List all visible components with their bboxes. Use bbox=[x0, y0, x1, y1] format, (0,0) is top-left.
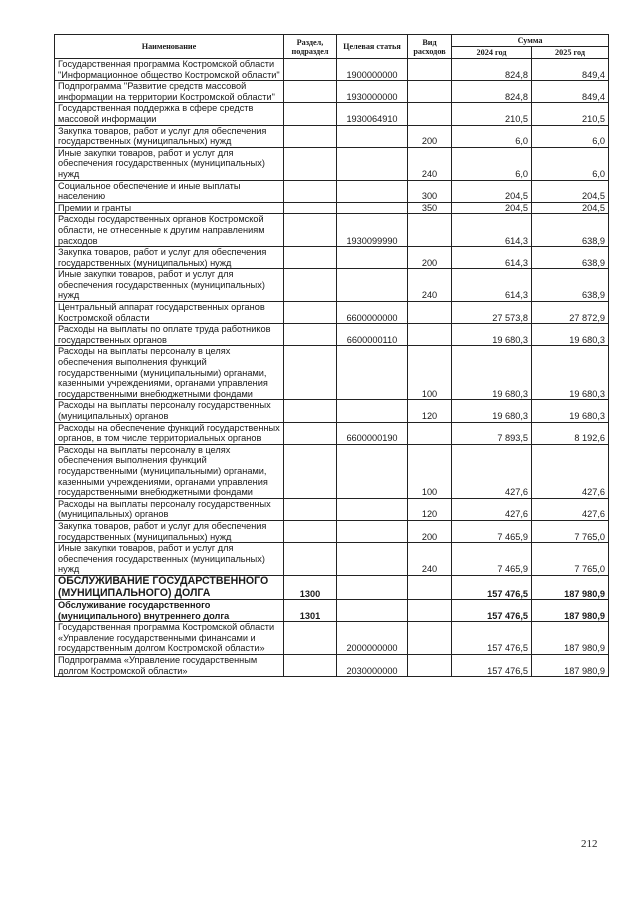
table-row bbox=[55, 302, 609, 324]
row-kind-cell: 240 bbox=[408, 269, 452, 302]
row-2025-cell: 187 980,9 bbox=[532, 600, 609, 622]
row-2025-cell: 638,9 bbox=[532, 247, 609, 269]
row-name-cell: Социальное обеспечение и иные выплаты населению bbox=[55, 180, 284, 202]
row-target-cell: 1930099990 bbox=[337, 214, 408, 247]
row-section-cell bbox=[284, 346, 337, 400]
row-target-cell: 2030000000 bbox=[337, 655, 408, 677]
row-target-cell bbox=[337, 147, 408, 180]
row-2025-cell: 204,5 bbox=[532, 202, 609, 214]
row-section-cell bbox=[284, 655, 337, 677]
row-name-cell: Расходы на выплаты персоналу в целях обеспечения выполнения функций государственными (муниципальными) органами, казенными учреждениями, органами управления государственными внебюджетными фондами bbox=[55, 444, 284, 498]
row-kind-cell: 120 bbox=[408, 498, 452, 520]
table-row bbox=[55, 103, 609, 125]
row-kind-cell: 200 bbox=[408, 520, 452, 542]
row-kind-cell: 240 bbox=[408, 147, 452, 180]
row-name-cell: Иные закупки товаров, работ и услуг для обеспечения государственных (муниципальных) нужд bbox=[55, 543, 284, 576]
row-2025-cell: 19 680,3 bbox=[532, 400, 609, 422]
table-row bbox=[55, 444, 609, 498]
row-2024-cell: 157 476,5 bbox=[452, 575, 532, 599]
table-row bbox=[55, 147, 609, 180]
row-kind-cell bbox=[408, 575, 452, 599]
row-2024-cell: 210,5 bbox=[452, 103, 532, 125]
row-section-cell bbox=[284, 147, 337, 180]
row-2024-cell: 614,3 bbox=[452, 269, 532, 302]
row-2024-cell: 6,0 bbox=[452, 125, 532, 147]
row-2025-cell: 427,6 bbox=[532, 498, 609, 520]
row-target-cell: 6600000000 bbox=[337, 302, 408, 324]
row-kind-cell bbox=[408, 81, 452, 103]
col-header-kind: Вид расходов bbox=[408, 35, 452, 59]
row-name-cell: Расходы государственных органов Костромской области, не отнесенные к другим направлениям расходов bbox=[55, 214, 284, 247]
row-2025-cell: 19 680,3 bbox=[532, 346, 609, 400]
row-name-cell: Центральный аппарат государственных органов Костромской области bbox=[55, 302, 284, 324]
row-target-cell bbox=[337, 400, 408, 422]
table-row bbox=[55, 247, 609, 269]
row-2024-cell: 7 465,9 bbox=[452, 543, 532, 576]
row-2025-cell: 210,5 bbox=[532, 103, 609, 125]
row-kind-cell bbox=[408, 622, 452, 655]
table-row bbox=[55, 622, 609, 655]
row-2024-cell: 27 573,8 bbox=[452, 302, 532, 324]
row-2025-cell: 27 872,9 bbox=[532, 302, 609, 324]
row-section-cell: 1301 bbox=[284, 600, 337, 622]
table-row bbox=[55, 498, 609, 520]
row-section-cell bbox=[284, 125, 337, 147]
row-2024-cell: 204,5 bbox=[452, 202, 532, 214]
row-name-cell: Премии и гранты bbox=[55, 202, 284, 214]
row-name-cell: Государственная поддержка в сфере средств массовой информации bbox=[55, 103, 284, 125]
row-2024-cell: 6,0 bbox=[452, 147, 532, 180]
row-name-cell: Расходы на выплаты по оплате труда работников государственных органов bbox=[55, 324, 284, 346]
row-kind-cell: 350 bbox=[408, 202, 452, 214]
row-name-cell: Иные закупки товаров, работ и услуг для обеспечения государственных (муниципальных) нужд bbox=[55, 269, 284, 302]
table-row bbox=[55, 81, 609, 103]
table-row bbox=[55, 324, 609, 346]
row-kind-cell bbox=[408, 324, 452, 346]
budget-table bbox=[54, 34, 609, 677]
row-section-cell: 1300 bbox=[284, 575, 337, 599]
row-section-cell bbox=[284, 302, 337, 324]
row-section-cell bbox=[284, 422, 337, 444]
row-2024-cell: 427,6 bbox=[452, 444, 532, 498]
row-name-cell: Расходы на выплаты персоналу государственных (муниципальных) органов bbox=[55, 400, 284, 422]
row-target-cell bbox=[337, 269, 408, 302]
row-kind-cell bbox=[408, 302, 452, 324]
row-2025-cell: 849,4 bbox=[532, 81, 609, 103]
row-2025-cell: 849,4 bbox=[532, 59, 609, 81]
row-name-cell: ОБСЛУЖИВАНИЕ ГОСУДАРСТВЕННОГО (МУНИЦИПАЛЬНОГО) ДОЛГА bbox=[55, 575, 284, 599]
row-2024-cell: 19 680,3 bbox=[452, 400, 532, 422]
row-section-cell bbox=[284, 247, 337, 269]
table-row bbox=[55, 422, 609, 444]
row-2025-cell: 7 765,0 bbox=[532, 520, 609, 542]
row-kind-cell: 200 bbox=[408, 125, 452, 147]
row-section-cell bbox=[284, 543, 337, 576]
row-section-cell bbox=[284, 180, 337, 202]
row-2024-cell: 824,8 bbox=[452, 81, 532, 103]
row-target-cell: 6600000110 bbox=[337, 324, 408, 346]
row-kind-cell bbox=[408, 655, 452, 677]
row-kind-cell: 120 bbox=[408, 400, 452, 422]
row-2025-cell: 19 680,3 bbox=[532, 324, 609, 346]
row-section-cell bbox=[284, 498, 337, 520]
row-section-cell bbox=[284, 444, 337, 498]
row-section-cell bbox=[284, 622, 337, 655]
table-row bbox=[55, 59, 609, 81]
row-name-cell: Расходы на выплаты персоналу государственных (муниципальных) органов bbox=[55, 498, 284, 520]
row-2025-cell: 7 765,0 bbox=[532, 543, 609, 576]
row-name-cell: Государственная программа Костромской области "Информационное общество Костромской области" bbox=[55, 59, 284, 81]
table-row bbox=[55, 214, 609, 247]
row-section-cell bbox=[284, 324, 337, 346]
page-number: 212 bbox=[581, 838, 598, 850]
row-target-cell bbox=[337, 202, 408, 214]
row-target-cell bbox=[337, 600, 408, 622]
row-name-cell: Иные закупки товаров, работ и услуг для обеспечения государственных (муниципальных) нужд bbox=[55, 147, 284, 180]
row-2024-cell: 19 680,3 bbox=[452, 346, 532, 400]
row-2025-cell: 187 980,9 bbox=[532, 575, 609, 599]
row-target-cell bbox=[337, 520, 408, 542]
table-row bbox=[55, 180, 609, 202]
table-row bbox=[55, 575, 609, 599]
row-name-cell: Закупка товаров, работ и услуг для обеспечения государственных (муниципальных) нужд bbox=[55, 247, 284, 269]
row-name-cell: Подпрограмма "Развитие средств массовой информации на территории Костромской области" bbox=[55, 81, 284, 103]
row-2024-cell: 7 465,9 bbox=[452, 520, 532, 542]
row-2024-cell: 204,5 bbox=[452, 180, 532, 202]
row-kind-cell bbox=[408, 422, 452, 444]
row-kind-cell bbox=[408, 103, 452, 125]
row-section-cell bbox=[284, 202, 337, 214]
row-kind-cell bbox=[408, 59, 452, 81]
col-header-2024: 2024 год bbox=[452, 47, 532, 59]
row-target-cell: 1930064910 bbox=[337, 103, 408, 125]
row-name-cell: Государственная программа Костромской области «Управление государственными финансами и государственным долгом Костромской области» bbox=[55, 622, 284, 655]
row-2024-cell: 7 893,5 bbox=[452, 422, 532, 444]
table-row bbox=[55, 346, 609, 400]
row-name-cell: Закупка товаров, работ и услуг для обеспечения государственных (муниципальных) нужд bbox=[55, 520, 284, 542]
col-header-name: Наименование bbox=[55, 35, 284, 59]
row-target-cell bbox=[337, 125, 408, 147]
row-section-cell bbox=[284, 81, 337, 103]
row-name-cell: Закупка товаров, работ и услуг для обеспечения государственных (муниципальных) нужд bbox=[55, 125, 284, 147]
row-2024-cell: 614,3 bbox=[452, 247, 532, 269]
row-target-cell bbox=[337, 498, 408, 520]
row-section-cell bbox=[284, 400, 337, 422]
row-2024-cell: 427,6 bbox=[452, 498, 532, 520]
row-section-cell bbox=[284, 269, 337, 302]
row-target-cell bbox=[337, 575, 408, 599]
col-header-section: Раздел, подраздел bbox=[284, 35, 337, 59]
row-section-cell bbox=[284, 520, 337, 542]
row-kind-cell bbox=[408, 600, 452, 622]
table-row bbox=[55, 125, 609, 147]
row-2025-cell: 638,9 bbox=[532, 214, 609, 247]
table-row bbox=[55, 520, 609, 542]
row-target-cell bbox=[337, 543, 408, 576]
col-header-target: Целевая статья bbox=[337, 35, 408, 59]
row-2025-cell: 638,9 bbox=[532, 269, 609, 302]
row-target-cell bbox=[337, 346, 408, 400]
row-section-cell bbox=[284, 59, 337, 81]
row-section-cell bbox=[284, 214, 337, 247]
row-target-cell bbox=[337, 247, 408, 269]
row-kind-cell: 100 bbox=[408, 346, 452, 400]
row-2024-cell: 19 680,3 bbox=[452, 324, 532, 346]
row-target-cell: 2000000000 bbox=[337, 622, 408, 655]
row-section-cell bbox=[284, 103, 337, 125]
table-body bbox=[55, 59, 609, 677]
row-kind-cell: 200 bbox=[408, 247, 452, 269]
row-target-cell bbox=[337, 444, 408, 498]
row-2024-cell: 157 476,5 bbox=[452, 655, 532, 677]
row-kind-cell: 240 bbox=[408, 543, 452, 576]
row-target-cell: 6600000190 bbox=[337, 422, 408, 444]
table-row bbox=[55, 543, 609, 576]
row-kind-cell bbox=[408, 214, 452, 247]
table-row bbox=[55, 655, 609, 677]
row-target-cell bbox=[337, 180, 408, 202]
row-2024-cell: 614,3 bbox=[452, 214, 532, 247]
row-2025-cell: 187 980,9 bbox=[532, 655, 609, 677]
row-2025-cell: 187 980,9 bbox=[532, 622, 609, 655]
row-2025-cell: 6,0 bbox=[532, 125, 609, 147]
row-2025-cell: 427,6 bbox=[532, 444, 609, 498]
row-2024-cell: 157 476,5 bbox=[452, 622, 532, 655]
row-name-cell: Подпрограмма «Управление государственным долгом Костромской области» bbox=[55, 655, 284, 677]
row-kind-cell: 100 bbox=[408, 444, 452, 498]
row-target-cell: 1900000000 bbox=[337, 59, 408, 81]
budget-table-page bbox=[54, 34, 608, 677]
table-row bbox=[55, 600, 609, 622]
col-header-sum: Сумма bbox=[452, 35, 609, 47]
table-row bbox=[55, 269, 609, 302]
row-2024-cell: 824,8 bbox=[452, 59, 532, 81]
row-name-cell: Расходы на обеспечение функций государственных органов, в том числе территориальных органов bbox=[55, 422, 284, 444]
table-row bbox=[55, 400, 609, 422]
row-name-cell: Обслуживание государственного (муниципального) внутреннего долга bbox=[55, 600, 284, 622]
row-2025-cell: 8 192,6 bbox=[532, 422, 609, 444]
row-name-cell: Расходы на выплаты персоналу в целях обеспечения выполнения функций государственными (муниципальными) органами, казенными учреждениями, органами управления государственными внебюджетными фондами bbox=[55, 346, 284, 400]
row-2025-cell: 204,5 bbox=[532, 180, 609, 202]
row-kind-cell: 300 bbox=[408, 180, 452, 202]
col-header-2025: 2025 год bbox=[532, 47, 609, 59]
row-target-cell: 1930000000 bbox=[337, 81, 408, 103]
table-row bbox=[55, 202, 609, 214]
row-2024-cell: 157 476,5 bbox=[452, 600, 532, 622]
row-2025-cell: 6,0 bbox=[532, 147, 609, 180]
